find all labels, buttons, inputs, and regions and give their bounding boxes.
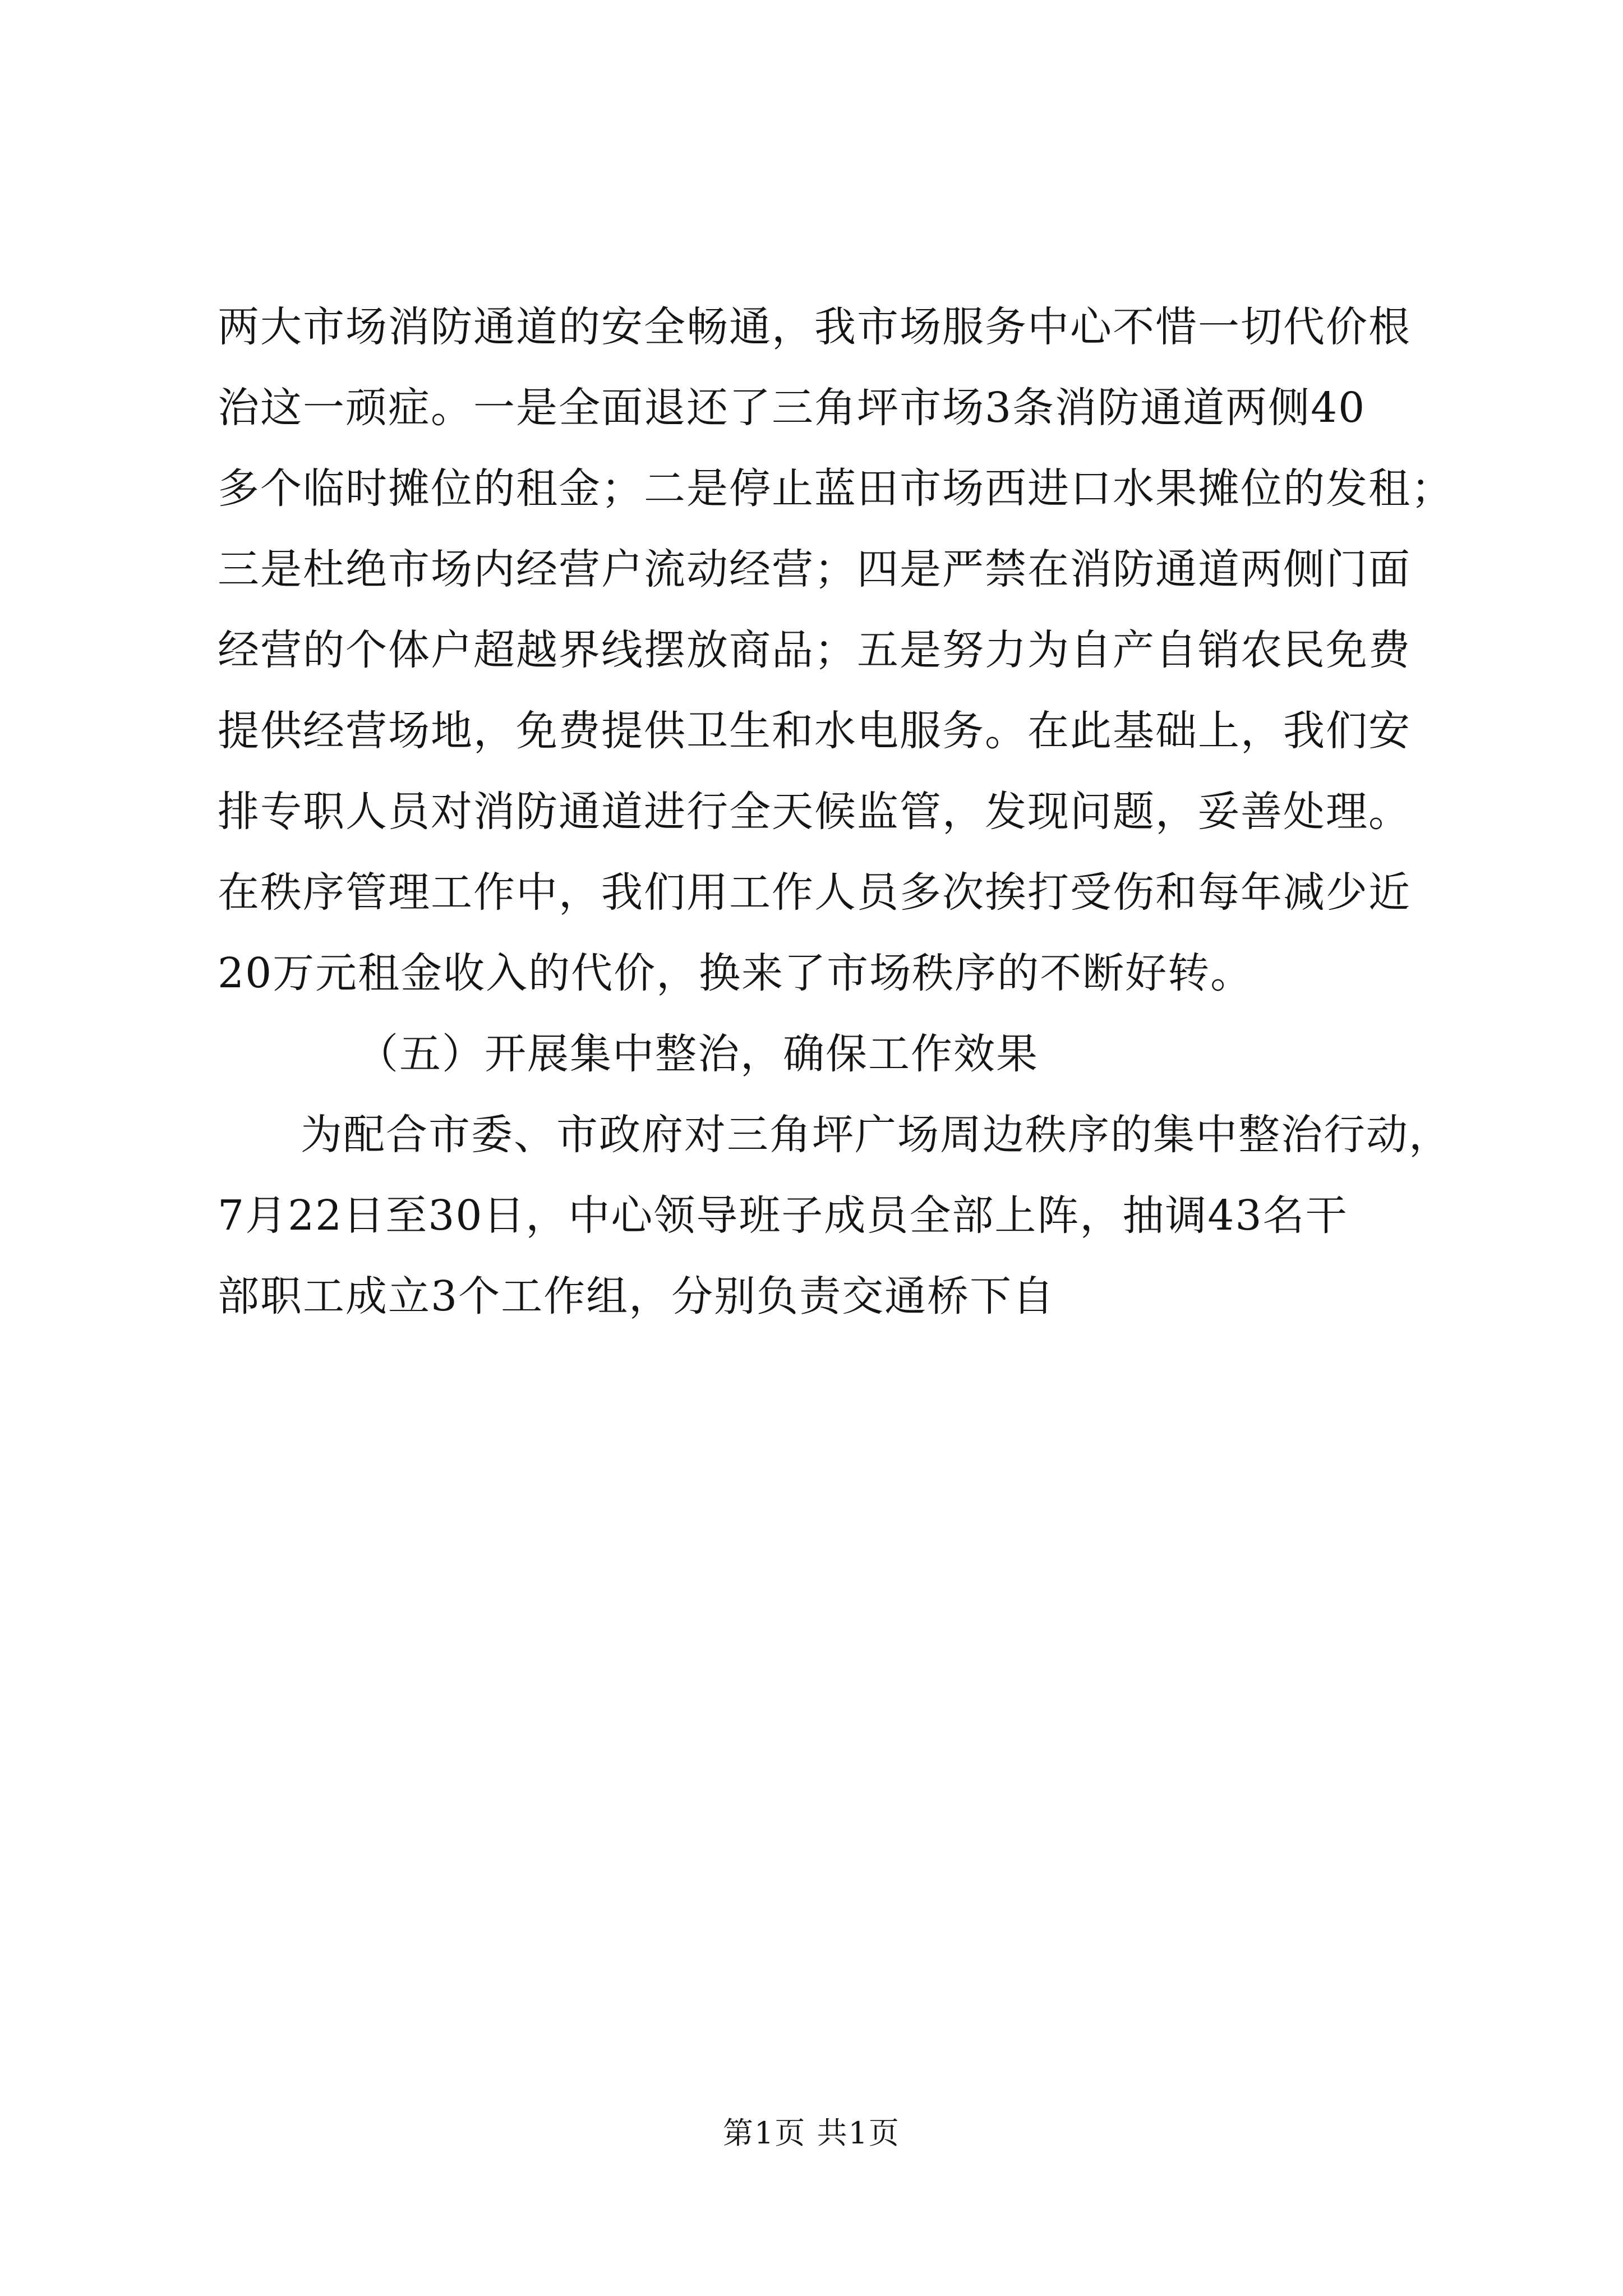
document-body — [218, 297, 1454, 1347]
paragraph-line: 两大市场消防通道的安全畅通，我市场服务中心不惜一切代价根 — [218, 303, 1411, 351]
paragraph-line: 排专职人员对消防通道进行全天候监管，发现问题，妥善处理。 — [218, 788, 1411, 836]
paragraph-line: 治这一顽症。一是全面退还了三角坪市场3条消防通道两侧40 — [218, 384, 1366, 432]
paragraph-line: 7月22日至30日，中心领导班子成员全部上阵，抽调43名干 — [218, 1191, 1348, 1240]
paragraph-line: 为配合市委、市政府对三角坪广场周边秩序的集中整治行动， — [301, 1111, 1451, 1159]
paragraph-line: 多个临时摊位的租金；二是停止蓝田市场西进口水果摊位的发租； — [218, 464, 1454, 513]
paragraph-line: 在秩序管理工作中，我们用工作人员多次挨打受伤和每年减少近 — [218, 868, 1411, 917]
page-number-footer: 第1页 共1页 — [723, 2115, 900, 2151]
section-heading: （五）开展集中整治，确保工作效果 — [357, 1030, 1039, 1078]
paragraph-line: 20万元租金收入的代价，换来了市场秩序的不断好转。 — [218, 949, 1253, 997]
paragraph-line: 经营的个体户超越界线摆放商品；五是努力为自产自销农民免费 — [218, 626, 1411, 674]
paragraph-line: 提供经营场地，免费提供卫生和水电服务。在此基础上，我们安 — [218, 707, 1411, 755]
paragraph-line: 三是杜绝市场内经营户流动经营；四是严禁在消防通道两侧门面 — [218, 545, 1411, 593]
paragraph-line: 部职工成立3个工作组，分别负责交通桥下自 — [218, 1272, 1055, 1320]
